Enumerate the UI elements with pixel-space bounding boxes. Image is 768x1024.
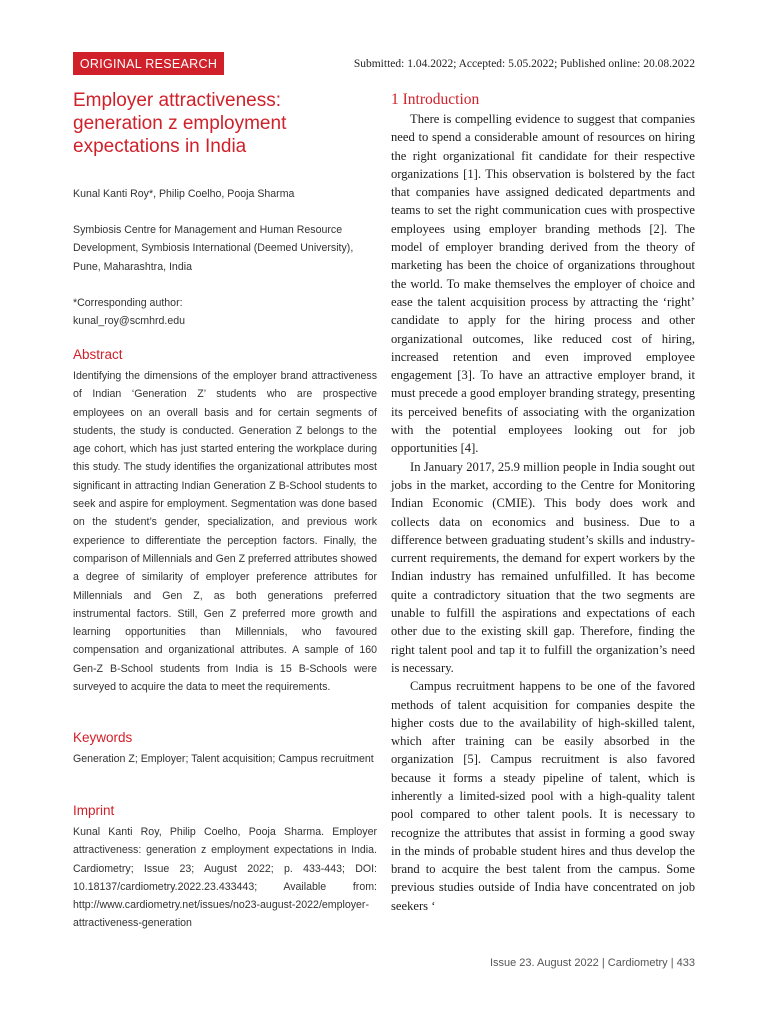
keywords-text: Generation Z; Employer; Talent acquisition; Campus recruitment: [73, 753, 374, 765]
corresponding-author: [73, 294, 377, 331]
article-title: Employer attractiveness: generation z employment expectations in India: [73, 90, 287, 157]
intro-paragraph: In January 2017, 25.9 million people in India sought out jobs in the market, according to the Centre for Monitoring Indian Economic (CMIE). This body does work and collects data on economics and business. Due to a difference between graduating student’s skills and industry-current requirements, the demand for expert workers by the Indian industry has remained unfulfilled. It has become quite a contradictory situation that the two segments are unable to fulfill the aspirations and expectations of each other due to the existing skill gap. Therefore, finding the right talent pool and tap it to fulfill the organization’s need is necessary.: [391, 459, 695, 675]
introduction-heading: 1 Introduction: [391, 91, 480, 108]
abstract-heading: Abstract: [73, 347, 123, 362]
intro-paragraph: Campus recruitment happens to be one of the favored methods of talent acquisition for companies despite the higher costs due to the availability of high-skilled talent, which after training can be easily absorbed in the organization [5]. Campus recruitment is also favored because it forms a steady pipeline of talent, which is inherently a limited-sized pool with a high-quality talent pool compared to other talent pools. It is necessary to recognize the attributes that assist in forming a good sway in the minds of probable student hires and thus develop the brand to acquire the best talent from the campus. Some previous studies outside of India have concentrated on job seekers ‘: [391, 679, 695, 913]
introduction-body: [391, 110, 695, 915]
intro-paragraph: There is compelling evidence to suggest that companies need to spend a considerable amount of resources on hiring the right organizational fit candidate for their respective organizations [1]. This observation is bolstered by the fact that companies have assigned dedicated departments and teams to set the right communication cues with prospective employees using employer branding methods [2]. The model of employer branding derived from the theory of marketing has been the choice of organizations throughout the world. To make themselves the employer of choice and ease the talent acquisition process by attracting the ‘right’ candidate to apply for the hiring process and other organizational outcomes, like reduced cost of hiring, increased retention and even improved employee engagement [3]. To have an attractive employer brand, it must precede a good employer branding strategy, presenting its perceived benefits of associating with the organization with the potential employees looking out for job opportunities [4].: [391, 112, 695, 456]
keywords-heading: Keywords: [73, 730, 133, 745]
article-type-badge: ORIGINAL RESEARCH: [73, 52, 224, 75]
corresponding-email: kunal_roy@scmhrd.edu: [73, 315, 186, 328]
submission-dates: Submitted: 1.04.2022; Accepted: 5.05.2022; Published online: 20.08.2022: [353, 58, 695, 70]
abstract-text: Identifying the dimensions of the employer brand attractiveness of Indian ‘Generation Z’ students who are prospective employees on an overall basis and for certain segments of students, the study is conducted. Generation Z belongs to the age cohort, which has just started entering the workplace during this study. The study identifies the organizational attributes most significant in attracting Indian Generation Z B-School students to seek and aspire for employment. Segmentation was done based on the student’s gender, specialization, and previous work experience to differentiate the perception factors. Finally, the comparison of Millennials and Gen Z preferred attributes showed a degree of similarity of employer preference attributes for Millennials and Gen Z, as both generations preferred instrumental factors. Still, Gen Z preferred more growth and learning opportunities than Millennials, who favoured compensation and organizational attributes. A sample of 160 Gen-Z B-School students from India is 15 B-Schools were surveyed to acquire the data to meet the requirements.: [73, 370, 377, 694]
authors: Kunal Kanti Roy*, Philip Coelho, Pooja Sharma: [73, 188, 295, 200]
affiliation: Symbiosis Centre for Management and Human Resource Development, Symbiosis International (Deemed University), Pune, Maharashtra, India: [73, 224, 354, 273]
imprint-text: Kunal Kanti Roy, Philip Coelho, Pooja Sharma. Employer attractiveness: generation z employment expectations in India. Cardiometry; Issue 23; August 2022; p. 433-443; DOI: 10.18137/cardiometry.2022.23.433443; Available from: http://www.cardiometry.net/issues/no23-august-2022/employer-attractiveness-generation: [73, 826, 377, 930]
corresponding-label: *Corresponding author:: [73, 297, 183, 309]
page-footer: Issue 23. August 2022 | Cardiometry | 433: [489, 957, 695, 969]
imprint-heading: Imprint: [73, 803, 115, 818]
